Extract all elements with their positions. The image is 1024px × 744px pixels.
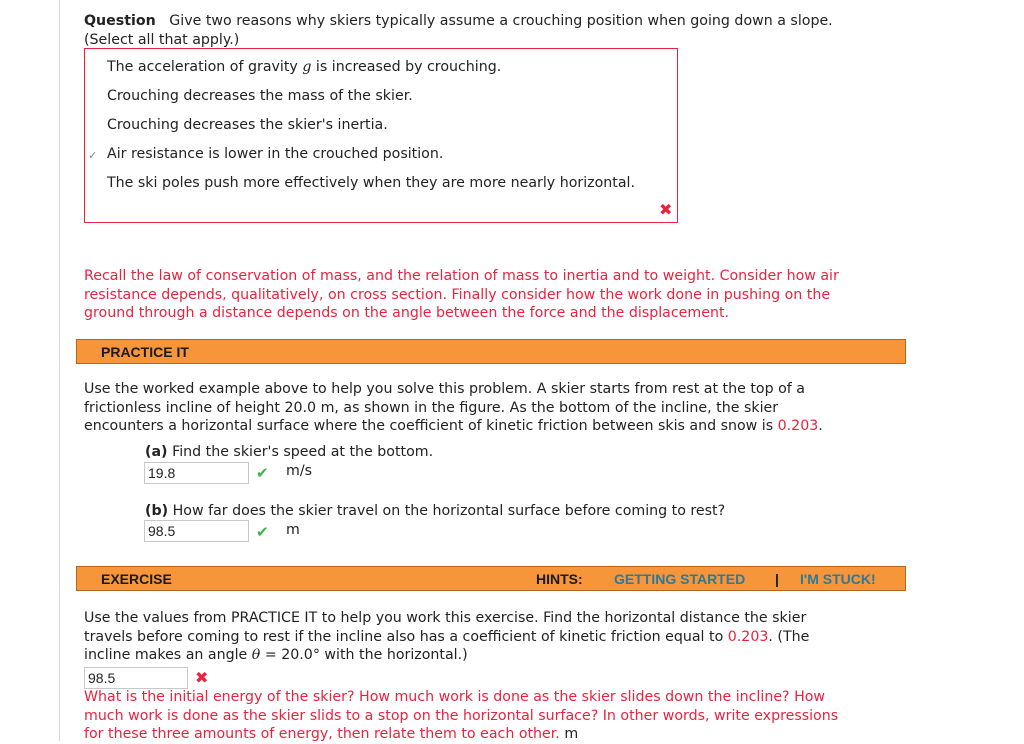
- exercise-feedback-line-1: What is the initial energy of the skier? How much work is done as the skier slides down the incline? How: [84, 689, 826, 705]
- part-a-label: (a): [145, 444, 168, 460]
- hint-getting-started-link[interactable]: GETTING STARTED: [614, 571, 746, 587]
- practice-line-3-end: .: [818, 418, 823, 434]
- practice-it-header: [76, 339, 906, 364]
- part-a-unit: m/s: [286, 463, 312, 479]
- x-mark-icon: ✖: [659, 200, 673, 219]
- option-3[interactable]: Crouching decreases the skier's inertia.: [107, 117, 388, 133]
- part-b-unit: m: [286, 522, 300, 538]
- feedback-line-2: resistance depends, qualitatively, on cross section. Finally consider how the work done in pushing on the: [84, 286, 831, 303]
- question-text: Give two reasons why skiers typically assume a crouching position when going down a slope.: [169, 13, 833, 29]
- checkbox-checked-icon[interactable]: ✓: [88, 149, 98, 162]
- left-divider-line: [59, 0, 60, 741]
- exercise-line-3-text: incline makes an angle: [84, 647, 252, 663]
- theta-symbol: θ: [251, 647, 261, 663]
- exercise-coefficient: 0.203: [727, 628, 769, 645]
- part-a-prompt: [145, 443, 433, 462]
- check-mark-icon: ✔: [256, 523, 269, 541]
- practice-description: [84, 380, 823, 436]
- part-b-label: (b): [145, 503, 169, 519]
- part-a-text: Find the skier's speed at the bottom.: [172, 444, 434, 460]
- exercise-feedback-line-2: much work is done as the skier slids to a stop on the horizontal surface? In other words, write expressions: [84, 707, 839, 724]
- hints-label: HINTS:: [536, 571, 583, 587]
- practice-line-1: Use the worked example above to help you solve this problem. A skier starts from rest at the top of a: [84, 381, 805, 397]
- option-5[interactable]: The ski poles push more effectively when they are more nearly horizontal.: [107, 175, 635, 191]
- part-b-answer-input[interactable]: 98.5: [144, 520, 249, 542]
- hint-im-stuck-link[interactable]: I'M STUCK!: [800, 571, 876, 587]
- exercise-line-2-end: . (The: [768, 628, 810, 645]
- practice-line-2: frictionless incline of height 20.0 m, as shown in the figure. As the bottom of the incline, the skier: [84, 399, 779, 416]
- exercise-title: EXERCISE: [101, 571, 172, 587]
- part-b-text: How far does the skier travel on the horizontal surface before coming to rest?: [172, 503, 726, 519]
- part-b-prompt: [145, 502, 725, 521]
- exercise-description: [84, 609, 809, 665]
- exercise-unit: m: [564, 726, 579, 742]
- answer-options-box: [84, 48, 678, 223]
- exercise-header: [76, 566, 906, 591]
- question-instruction: (Select all that apply.): [84, 32, 240, 48]
- hints-separator: |: [775, 571, 779, 587]
- practice-coefficient: 0.203: [777, 418, 819, 434]
- question-feedback: [84, 267, 839, 323]
- question-prompt: [84, 12, 833, 31]
- x-mark-icon: ✖: [195, 668, 209, 687]
- gravity-symbol: g: [302, 59, 312, 75]
- exercise-feedback-line-3-text: for these three amounts of energy, then relate them to each other.: [84, 726, 560, 742]
- exercise-line-1: Use the values from PRACTICE IT to help you work this exercise. Find the horizontal distance the skier: [84, 610, 807, 626]
- option-4[interactable]: Air resistance is lower in the crouched position.: [107, 146, 444, 162]
- option-1[interactable]: [107, 58, 501, 76]
- exercise-line-3: [84, 646, 809, 665]
- exercise-line-2-text: travels before coming to rest if the incline also has a coefficient of kinetic friction equal to: [84, 628, 728, 645]
- practice-line-3: [84, 417, 823, 436]
- exercise-line-2: [84, 628, 809, 647]
- feedback-line-3: ground through a distance depends on the angle between the force and the displacement.: [84, 305, 730, 321]
- exercise-feedback: [84, 688, 838, 744]
- option-1-text-a: The acceleration of gravity: [107, 59, 303, 75]
- check-mark-icon: ✔: [256, 464, 269, 482]
- question-label: Question: [84, 13, 156, 29]
- option-1-text-b: is increased by crouching.: [311, 59, 502, 75]
- part-a-answer-input[interactable]: 19.8: [144, 462, 249, 484]
- practice-it-title: PRACTICE IT: [101, 344, 189, 360]
- practice-line-3-text: encounters a horizontal surface where the coefficient of kinetic friction between skis and snow is: [84, 418, 778, 434]
- exercise-answer-input[interactable]: 98.5: [84, 667, 188, 689]
- feedback-line-1: Recall the law of conservation of mass, and the relation of mass to inertia and to weight. Consider how air: [84, 268, 839, 284]
- exercise-line-3-end: = 20.0° with the horizontal.): [260, 647, 468, 663]
- option-2[interactable]: Crouching decreases the mass of the skier.: [107, 88, 413, 104]
